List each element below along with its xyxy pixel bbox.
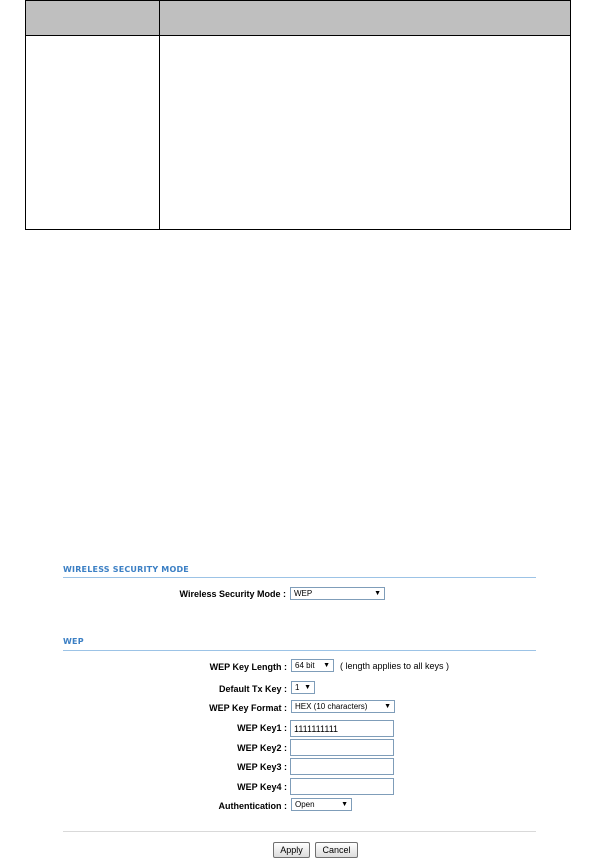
form-bottom-divider: [63, 831, 536, 832]
wep-key-length-value: 64 bit: [295, 661, 315, 670]
apply-button[interactable]: Apply: [273, 842, 310, 858]
wep-key4-input[interactable]: [290, 778, 394, 795]
wep-key-format-select[interactable]: [291, 700, 395, 713]
wep-key-format-label: WEP Key Format :: [209, 703, 287, 713]
chevron-down-icon: ▼: [384, 703, 391, 710]
chevron-down-icon: ▼: [304, 684, 311, 691]
wep-key2-label: WEP Key2 :: [237, 743, 287, 753]
wep-key3-label: WEP Key3 :: [237, 762, 287, 772]
chevron-down-icon: ▼: [374, 590, 381, 597]
default-tx-key-select[interactable]: [291, 681, 315, 694]
chevron-down-icon: ▼: [341, 801, 348, 808]
wep-key2-input[interactable]: [290, 739, 394, 756]
table-row: [25, 35, 571, 230]
wep-key1-label: WEP Key1 :: [237, 723, 287, 733]
wireless-security-mode-label: Wireless Security Mode :: [179, 589, 286, 599]
authentication-select[interactable]: [291, 798, 352, 811]
wep-key1-input[interactable]: 1111111111: [290, 720, 394, 737]
authentication-label: Authentication :: [218, 801, 287, 811]
table-header-row: [25, 0, 571, 36]
default-tx-key-value: 1: [295, 683, 300, 692]
table-column-divider: [159, 0, 160, 230]
wep-section-title: WEP: [63, 637, 84, 646]
cancel-button[interactable]: Cancel: [315, 842, 358, 858]
document-table: [25, 0, 571, 230]
wireless-security-mode-select[interactable]: [290, 587, 385, 600]
wep-key-length-select[interactable]: [291, 659, 334, 672]
authentication-value: Open: [295, 800, 315, 809]
wep-key3-input[interactable]: [290, 758, 394, 775]
default-tx-key-label: Default Tx Key :: [218, 684, 287, 694]
section-divider: [63, 650, 536, 651]
wep-key4-label: WEP Key4 :: [237, 782, 287, 792]
wep-key-format-value: HEX (10 characters): [295, 702, 368, 711]
key-length-note: ( length applies to all keys ): [340, 661, 450, 671]
section-divider: [63, 577, 536, 578]
wep-key-length-label: WEP Key Length :: [209, 662, 287, 672]
chevron-down-icon: ▼: [323, 662, 330, 669]
wireless-security-mode-value: WEP: [294, 589, 313, 598]
wireless-security-mode-title: WIRELESS SECURITY MODE: [63, 565, 189, 574]
